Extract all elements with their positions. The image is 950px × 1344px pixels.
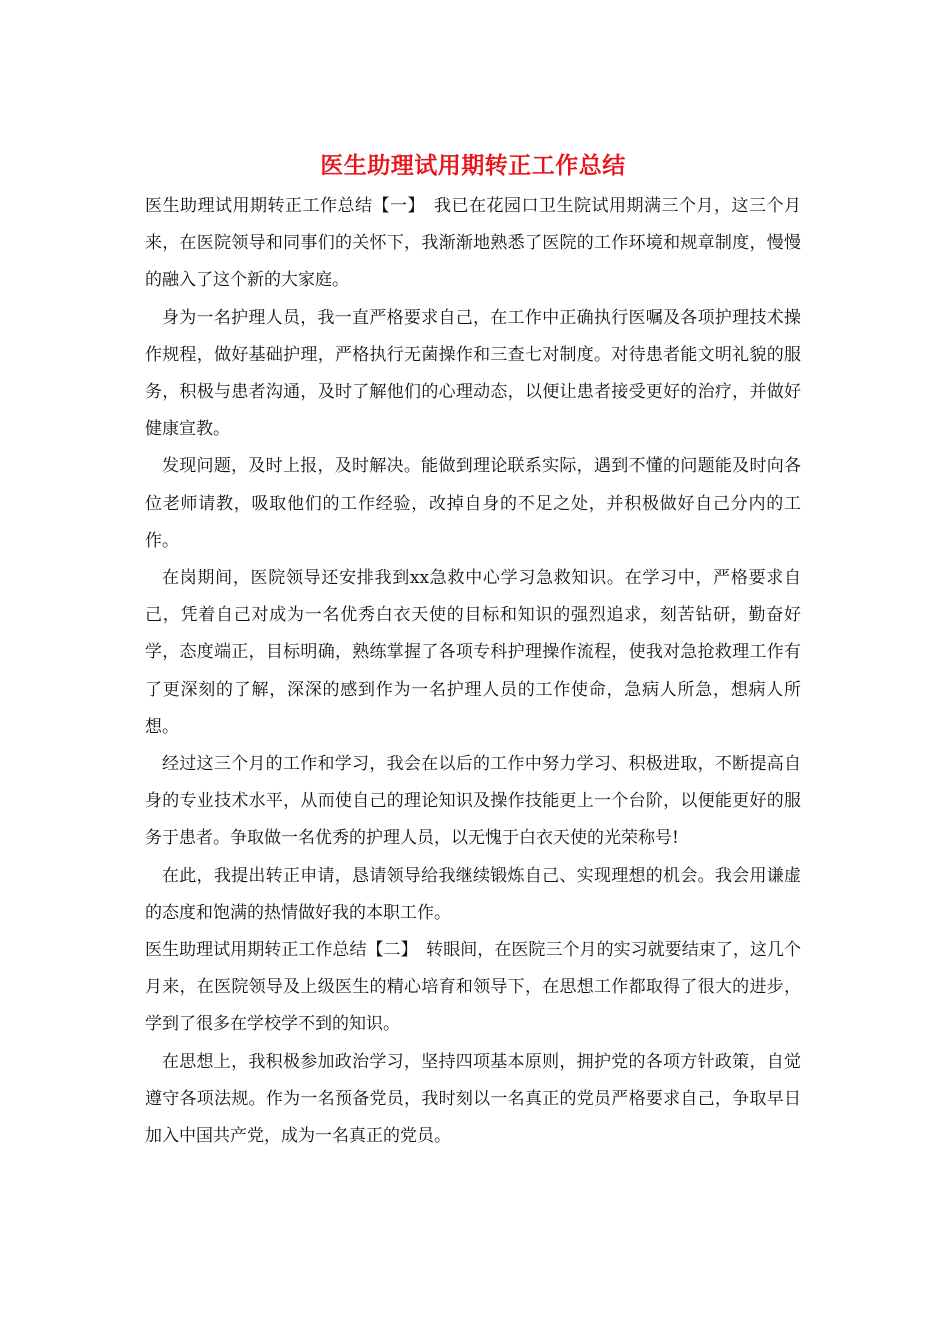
paragraph-2: 身为一名护理人员，我一直严格要求自己，在工作中正确执行医嘱及各项护理技术操作规程，做好基础护理，严格执行无菌操作和三查七对制度。对待患者能文明礼貌的服务，积极与患者沟通，及时了解他们的心理动态，以便让患者接受更好的治疗，并做好健康宣教。 xyxy=(145,307,801,440)
paragraph-1: 医生助理试用期转正工作总结【一】 我已在花园口卫生院试用期满三个月，这三个月来，在医院领导和同事们的关怀下，我渐渐地熟悉了医院的工作环境和规章制度，慢慢的融入了这个新的大家庭。 xyxy=(145,196,801,291)
paragraph-5: 经过这三个月的工作和学习，我会在以后的工作中努力学习、积极进取，不断提高自身的专业技术水平，从而使自己的理论知识及操作技能更上一个台阶，以便能更好的服务于患者。争取做一名优秀的护理人员，以无愧于白衣天使的光荣称号! xyxy=(145,754,801,849)
paragraph-8: 在思想上，我积极参加政治学习，坚持四项基本原则，拥护党的各项方针政策，自觉遵守各项法规。作为一名预备党员，我时刻以一名真正的党员严格要求自己，争取早日加入中国共产党，成为一名真正的党员。 xyxy=(145,1051,801,1147)
paragraph-4: 在岗期间，医院领导还安排我到xx急救中心学习急救知识。在学习中，严格要求自己，凭着自己对成为一名优秀白衣天使的目标和知识的强烈追求，刻苦钻研，勤奋好学，态度端正，目标明确，熟练掌握了各项专科护理操作流程，使我对急抢救理工作有了更深刻的了解，深深的感到作为一名护理人员的工作使命，急病人所急，想病人所想。 xyxy=(145,568,801,737)
paragraph-7: 医生助理试用期转正工作总结【二】 转眼间，在医院三个月的实习就要结束了，这几个月来，在医院领导及上级医生的精心培育和领导下，在思想工作都取得了很大的进步，学到了很多在学校学不到的知识。 xyxy=(145,940,801,1035)
document-title: 医生助理试用期转正工作总结 xyxy=(320,152,626,179)
paragraph-3: 发现问题，及时上报，及时解决。能做到理论联系实际，遇到不懂的问题能及时向各位老师请教，吸取他们的工作经验，改掉自身的不足之处，并积极做好自己分内的工作。 xyxy=(145,456,801,551)
paragraph-6: 在此，我提出转正申请，恳请领导给我继续锻炼自己、实现理想的机会。我会用谦虚的态度和饱满的热情做好我的本职工作。 xyxy=(145,865,801,923)
document-page xyxy=(145,150,801,1155)
